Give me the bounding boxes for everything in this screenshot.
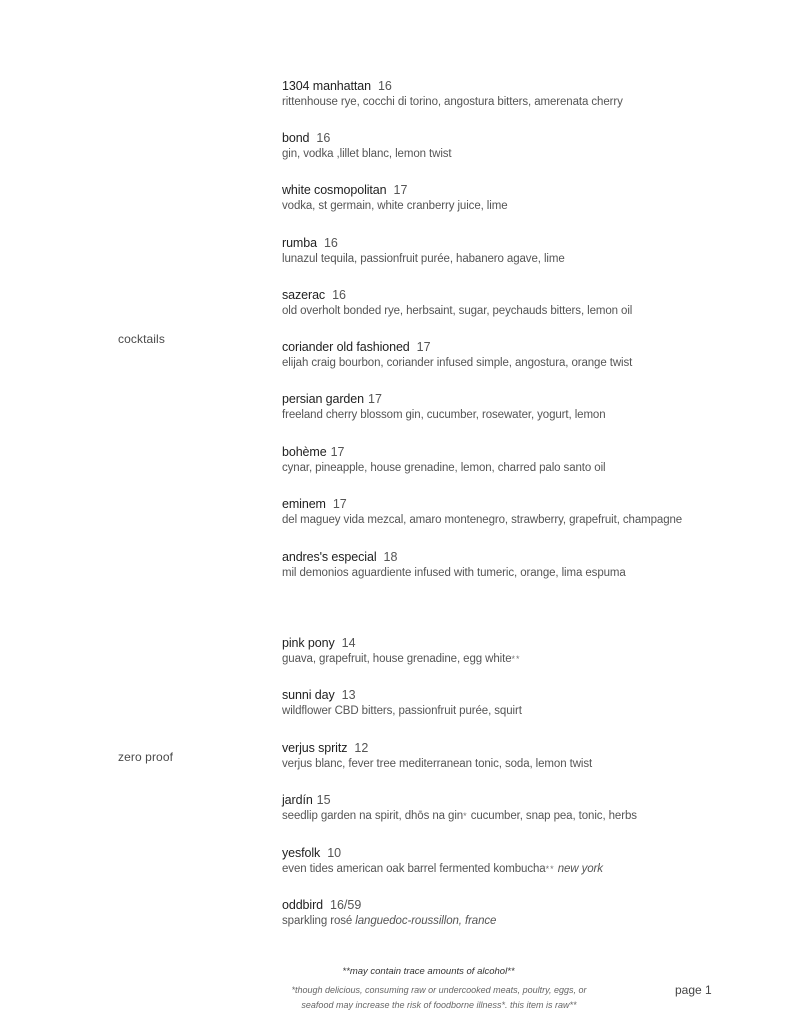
raw-item-marker: ** xyxy=(511,654,521,664)
menu-item xyxy=(282,235,762,267)
trace-alcohol-marker: ** xyxy=(545,864,555,874)
section-label-zero-proof: zero proof xyxy=(118,750,174,764)
item-description xyxy=(282,808,762,824)
item-name: yesfolk xyxy=(282,846,321,860)
item-name: andres's especial xyxy=(282,550,377,564)
menu-item xyxy=(282,740,762,772)
item-name: rumba xyxy=(282,236,317,250)
item-description-text: sparkling rosé xyxy=(282,915,356,927)
item-description-text: verjus blanc, fever tree mediterranean tonic, soda, lemon twist xyxy=(282,758,593,770)
item-name: sunni day xyxy=(282,688,335,702)
item-description: vodka, st germain, white cranberry juice, lime xyxy=(282,200,508,212)
menu-item xyxy=(282,635,762,667)
item-description: gin, vodka ,lillet blanc, lemon twist xyxy=(282,148,452,160)
item-description: cynar, pineapple, house grenadine, lemon, charred palo santo oil xyxy=(282,462,606,474)
item-name: coriander old fashioned xyxy=(282,340,410,354)
raw-food-disclaimer: *though delicious, consuming raw or undercooked meats, poultry, eggs, or seafood may increase the risk of foodborne illness*. this item is raw** xyxy=(291,985,587,1010)
item-description-text: even tides american oak barrel fermented kombucha xyxy=(282,863,546,875)
item-name: sazerac xyxy=(282,288,326,302)
item-name: eminem xyxy=(282,497,326,511)
item-description-text: guava, grapefruit, house grenadine, egg white xyxy=(282,653,512,665)
item-name: 1304 manhattan xyxy=(282,79,371,93)
item-name: bohème xyxy=(282,445,327,459)
menu-item xyxy=(282,78,762,110)
menu-item xyxy=(282,897,762,929)
item-description: old overholt bonded rye, herbsaint, sugar, peychauds bitters, lemon oil xyxy=(282,305,633,317)
item-price: 16 xyxy=(323,236,338,250)
menu-item xyxy=(282,339,762,371)
page-number: page 1 xyxy=(675,983,712,997)
menu-item xyxy=(282,391,762,423)
item-price: 17 xyxy=(332,497,347,511)
item-description-text: seedlip garden na spirit, dhōs na gin xyxy=(282,810,464,822)
item-name: persian garden xyxy=(282,392,364,406)
item-price: 16/59 xyxy=(330,898,362,912)
item-name: bond xyxy=(282,131,310,145)
item-price: 14 xyxy=(341,636,356,650)
menu-item xyxy=(282,792,762,824)
menu-item xyxy=(282,182,762,214)
item-name: oddbird xyxy=(282,898,323,912)
item-description: lunazul tequila, passionfruit purée, habanero agave, lime xyxy=(282,253,565,265)
item-price: 10 xyxy=(327,846,342,860)
item-price: 18 xyxy=(383,550,398,564)
item-description xyxy=(282,913,762,929)
menu-item xyxy=(282,130,762,162)
item-price: 17 xyxy=(368,392,382,406)
item-origin: new york xyxy=(557,863,603,875)
item-price: 12 xyxy=(354,741,369,755)
trace-alcohol-marker: * xyxy=(463,811,468,821)
item-price: 17 xyxy=(330,445,345,459)
item-name: white cosmopolitan xyxy=(282,183,387,197)
menu-item xyxy=(282,687,762,719)
item-price: 15 xyxy=(316,793,331,807)
menu-item xyxy=(282,549,762,581)
item-origin: languedoc-roussillon, france xyxy=(355,915,497,927)
item-name: jardín xyxy=(282,793,313,807)
item-description xyxy=(282,756,762,772)
item-description xyxy=(282,861,762,877)
item-price: 17 xyxy=(416,340,431,354)
item-description xyxy=(282,703,762,719)
item-price: 17 xyxy=(393,183,408,197)
item-description: del maguey vida mezcal, amaro montenegro, strawberry, grapefruit, champagne xyxy=(282,514,683,526)
item-description: elijah craig bourbon, coriander infused simple, angostura, orange twist xyxy=(282,357,633,369)
item-description: mil demonios aguardiente infused with tumeric, orange, lima espuma xyxy=(282,567,626,579)
item-name: pink pony xyxy=(282,636,335,650)
item-price: 13 xyxy=(341,688,356,702)
item-price: 16 xyxy=(316,131,331,145)
item-description xyxy=(282,651,762,667)
item-price: 16 xyxy=(332,288,346,302)
menu-item xyxy=(282,845,762,877)
menu-item xyxy=(282,444,762,476)
menu-item xyxy=(282,496,762,528)
item-description-continued: cucumber, snap pea, tonic, herbs xyxy=(467,810,637,822)
menu-item xyxy=(282,287,762,319)
section-label-cocktails: cocktails xyxy=(118,332,165,346)
item-price: 16 xyxy=(377,79,392,93)
trace-alcohol-warning: **may contain trace amounts of alcohol** xyxy=(342,966,515,977)
item-description: rittenhouse rye, cocchi di torino, angostura bitters, amerenata cherry xyxy=(282,96,623,108)
item-name: verjus spritz xyxy=(282,741,348,755)
item-description-text: wildflower CBD bitters, passionfruit purée, squirt xyxy=(282,705,522,717)
item-description: freeland cherry blossom gin, cucumber, rosewater, yogurt, lemon xyxy=(282,409,606,421)
